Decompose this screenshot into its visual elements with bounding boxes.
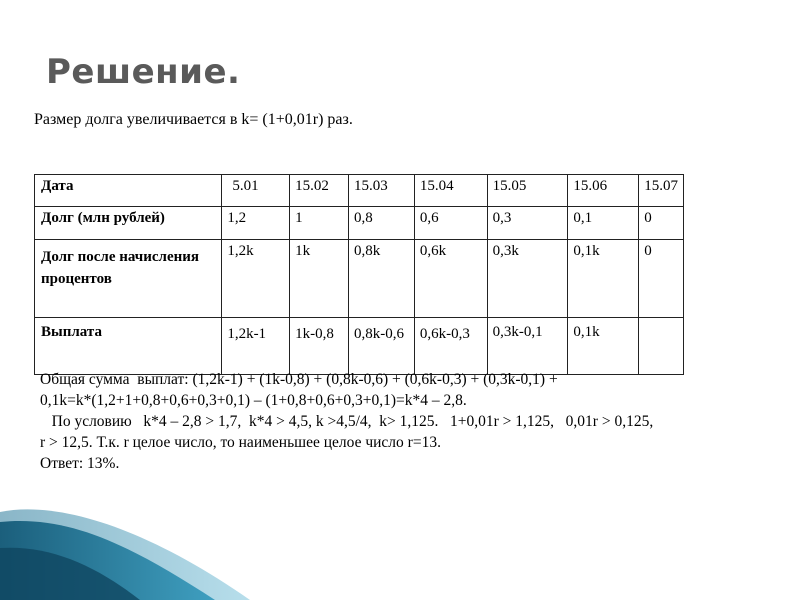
table-row-debt [35, 207, 684, 240]
table-cell: 0,6 [414, 207, 487, 240]
table-cell: 1,2k [222, 240, 290, 318]
table-cell: 0,1k [568, 240, 639, 318]
row-header: Долг после начисления процентов [35, 240, 222, 318]
table-cell: 1 [290, 207, 349, 240]
table-cell: 15.06 [568, 175, 639, 207]
table-cell: 1k [290, 240, 349, 318]
table-cell: 1,2k-1 [222, 318, 290, 375]
solution-line: 0,1k=k*(1,2+1+0,8+0,6+0,3+0,1) – (1+0,8+0,6+0,3+0,1)=k*4 – 2,8. [40, 392, 467, 409]
table-cell: 0 [639, 240, 684, 318]
slide-title: Решение. [46, 52, 241, 92]
table-cell: 0,3k [487, 240, 568, 318]
solution-line: r > 12,5. Т.к. r целое число, то наименьшее целое число r=13. [40, 434, 441, 451]
row-header: Долг (млн рублей) [35, 207, 222, 240]
table-cell: 0,8 [349, 207, 415, 240]
table-cell: 15.02 [290, 175, 349, 207]
table-cell: 1k-0,8 [290, 318, 349, 375]
row-header: Дата [35, 175, 222, 207]
table-row-payment [35, 318, 684, 375]
solution-text [40, 369, 760, 474]
table-cell: 0 [639, 207, 684, 240]
table-cell: 0,6k-0,3 [414, 318, 487, 375]
table-cell-empty [639, 318, 684, 375]
table-cell: 0,8k [349, 240, 415, 318]
table-cell: 15.05 [487, 175, 568, 207]
table-row-debt-after-interest [35, 240, 684, 318]
solution-line: Общая сумма выплат: (1,2k-1) + (1k-0,8) + (0,8k-0,6) + (0,6k-0,3) + (0,3k-0,1) + [40, 371, 558, 388]
table-cell: 0,3k-0,1 [487, 318, 568, 375]
table-cell: 1,2 [222, 207, 290, 240]
row-header: Выплата [35, 318, 222, 375]
table-cell: 0,8k-0,6 [349, 318, 415, 375]
solution-line: По условию k*4 – 2,8 > 1,7, k*4 > 4,5, k >4,5/4, k> 1,125. 1+0,01r > 1,125, 0,01r > 0,125, [40, 413, 654, 430]
table-cell: 0,1k [568, 318, 639, 375]
table-cell: 15.07 [639, 175, 684, 207]
table-cell: 15.03 [349, 175, 415, 207]
table-cell: 0,1 [568, 207, 639, 240]
table-cell: 0,3 [487, 207, 568, 240]
intro-text: Размер долга увеличивается в k= (1+0,01r) раз. [34, 111, 353, 128]
table-cell: 15.04 [414, 175, 487, 207]
table-cell: 0,6k [414, 240, 487, 318]
payment-table [34, 174, 684, 375]
answer-line: Ответ: 13%. [40, 455, 120, 472]
table-cell: 5.01 [222, 175, 290, 207]
table-row-dates [35, 175, 684, 207]
